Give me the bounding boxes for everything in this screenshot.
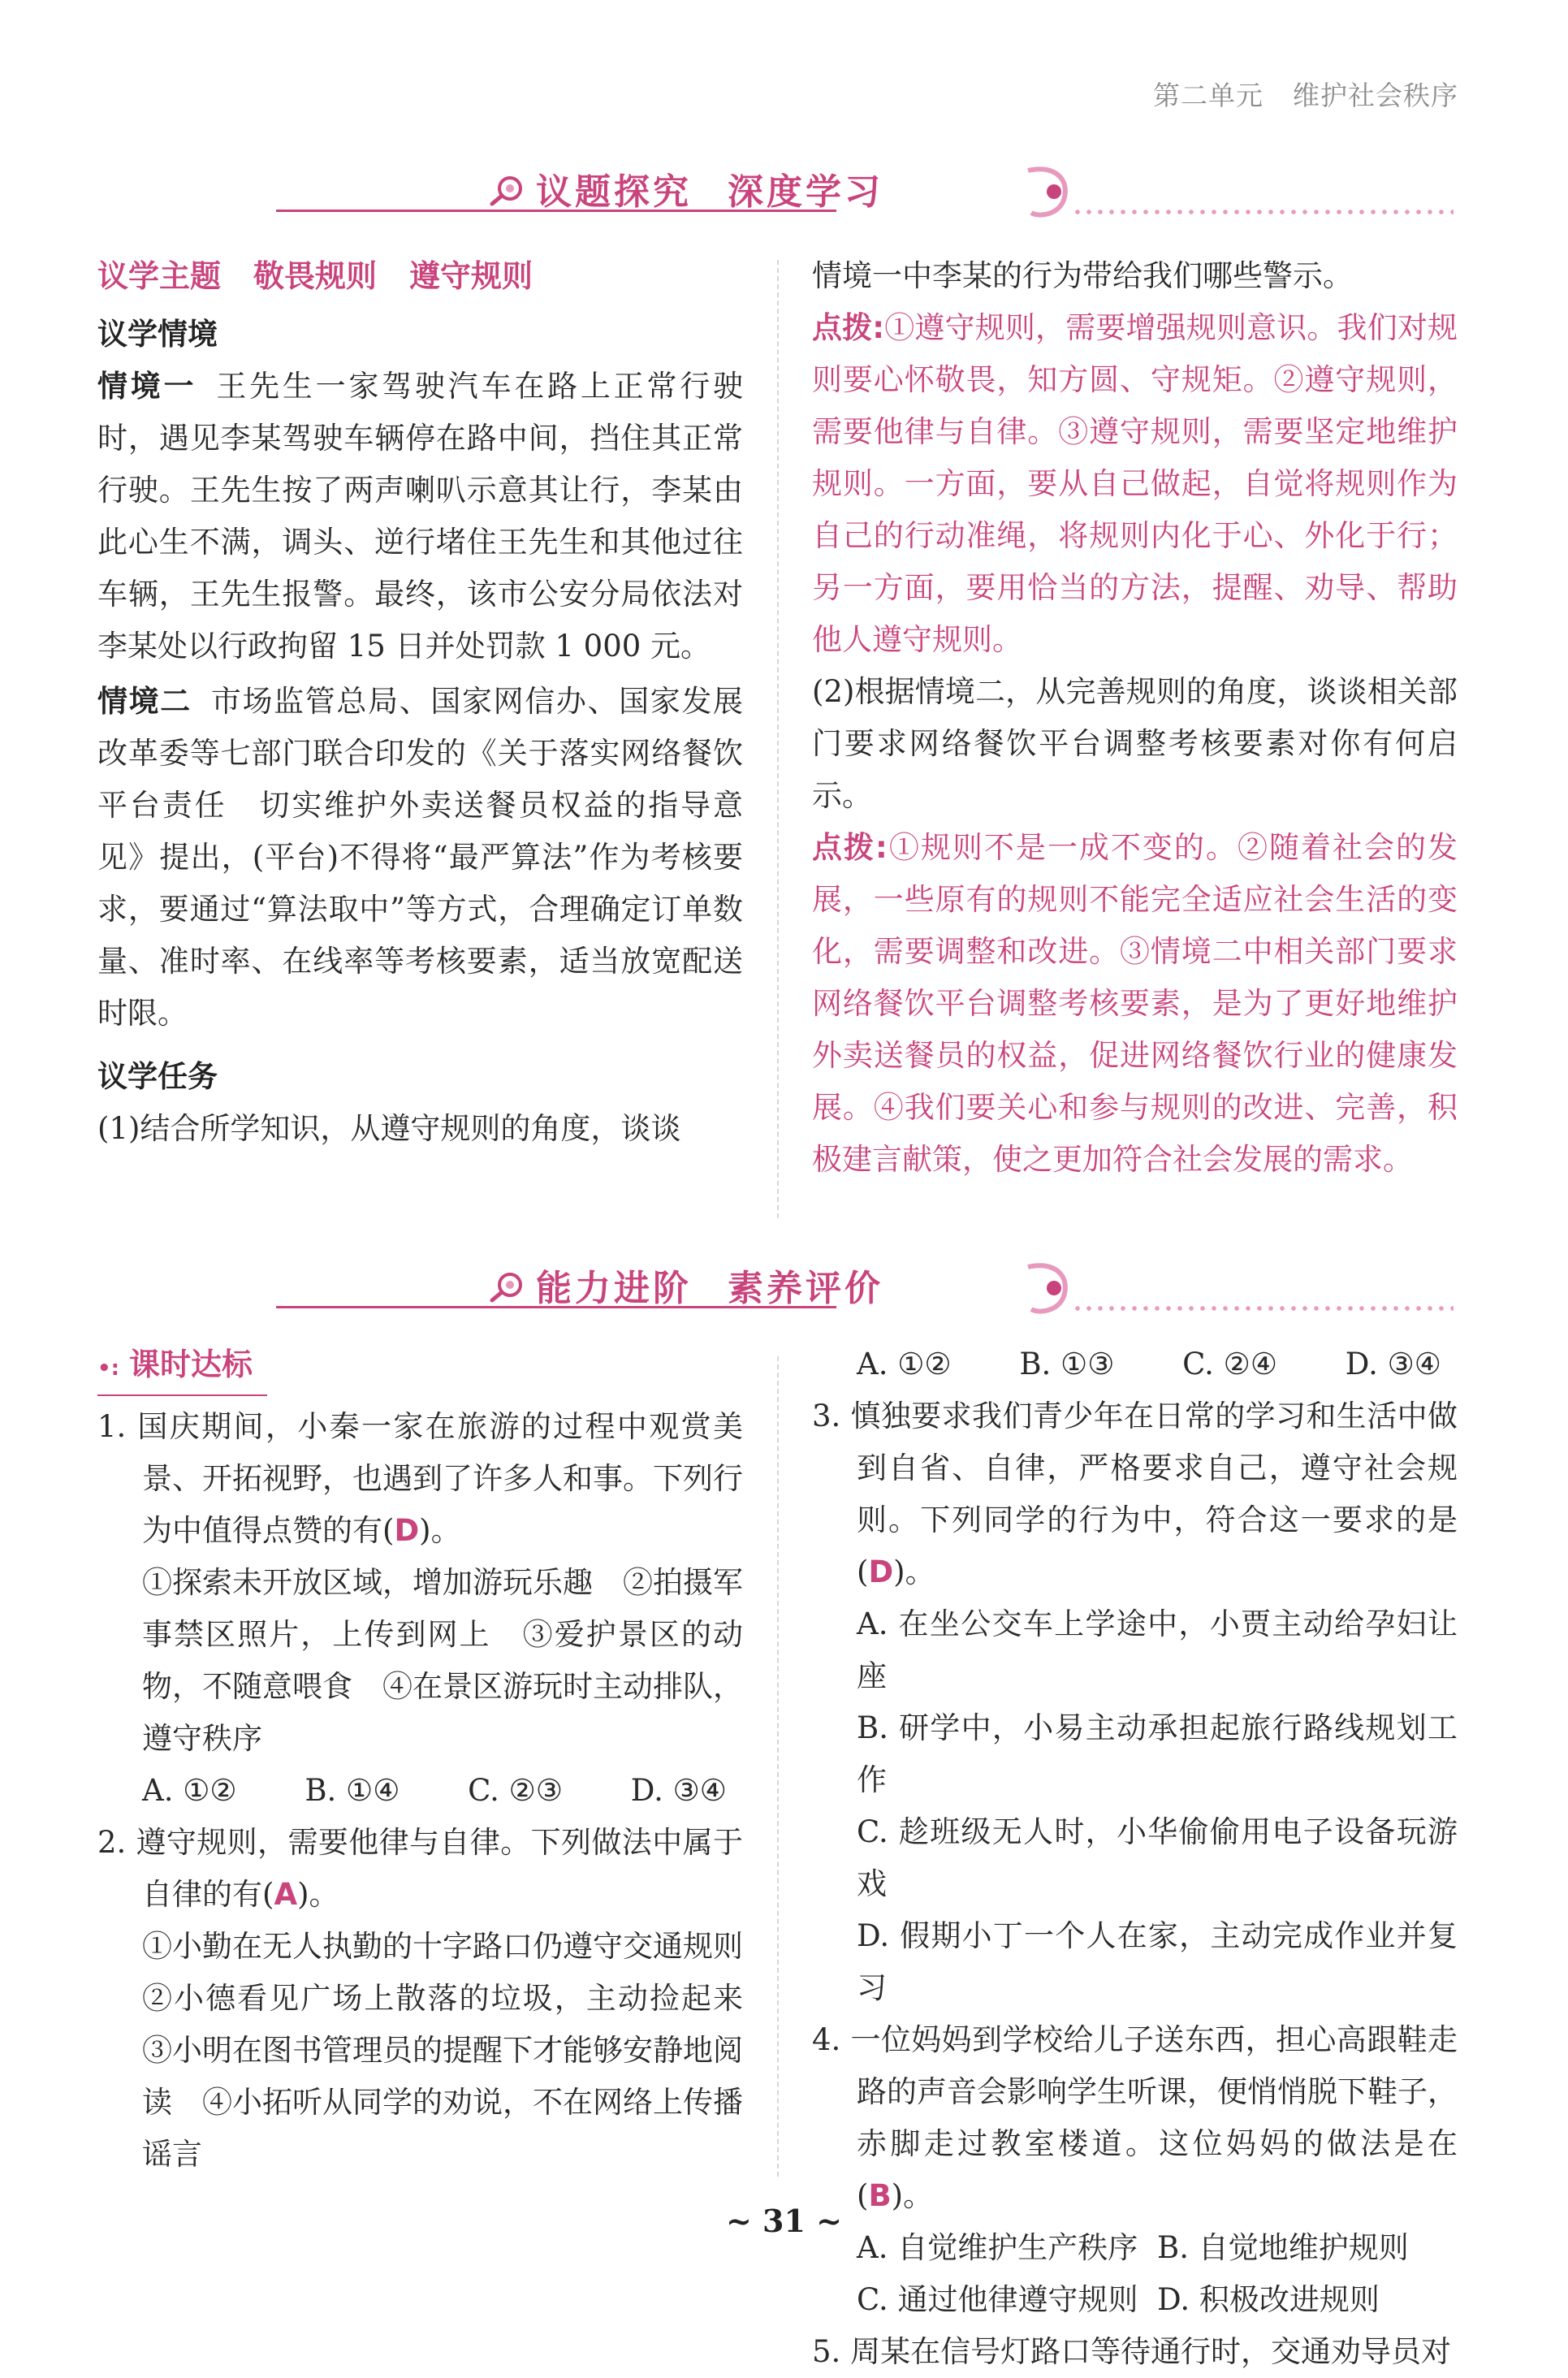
column-divider xyxy=(777,260,779,1218)
situation-heading: 议学情境 xyxy=(97,317,218,352)
question-1: 1. 国庆期间，小秦一家在旅游的过程中观赏美景、开拓视野，也遇到了许多人和事。下列行为中值得点赞的有(D)。 xyxy=(97,1409,743,1548)
question-1-options: A. ①② B. ①④ C. ②③ D. ③④ xyxy=(142,1773,727,1808)
situation-two xyxy=(97,676,743,1040)
column-divider xyxy=(777,1356,779,2177)
magnifier-icon xyxy=(489,174,528,206)
situation-two-label: 情境二 xyxy=(97,684,192,719)
unit-title: 维护社会秩序 xyxy=(1293,80,1458,111)
magnifier-icon xyxy=(489,1270,528,1303)
question-2: 2. 遵守规则，需要他律与自律。下列做法中属于自律的有(A)。 xyxy=(97,1825,743,1912)
question-4: 4. 一位妈妈到学校给儿子送东西，担心高跟鞋走路的声音会影响学生听课，便悄悄脱下鞋子，赤脚走过教室楼道。这位妈妈的做法是在(B)。 xyxy=(812,2022,1458,2213)
question-3: 3. 慎独要求我们青少年在日常的学习和生活中做到自省、自律，严格要求自己，遵守社会规则。下列同学的行为中，符合这一要求的是(D)。 xyxy=(812,1399,1458,1589)
question-2-options: A. ①② B. ①③ C. ②④ D. ③④ xyxy=(857,1347,1441,1381)
question-4-options-row1: A. 自觉维护生产秩序 B. 自觉地维护规则 xyxy=(857,2230,1409,2265)
section2-left-column xyxy=(97,1338,773,2181)
answer-2: A xyxy=(274,1877,298,1912)
banner-dots xyxy=(1072,210,1454,214)
situation-one-label: 情境一 xyxy=(97,369,197,404)
tip-one: 点拨:①遵守规则，需要增强规则意识。我们对规则要心怀敬畏，知方圆、守规矩。②遵守规则，需要他律与自律。③遵守规则，需要坚定地维护规则。一方面，要从自己做起，自觉将规则作为自己的行动准绳，将规则内化于心、外化于行；另一方面，要用恰当的方法，提醒、劝导、帮助他人遵守规则。 xyxy=(812,310,1458,657)
question-3-option-c: C. 趁班级无人时，小华偷偷用电子设备玩游戏 xyxy=(857,1814,1458,1901)
section-banner-ability xyxy=(276,1259,1454,1324)
section-banner-inquiry xyxy=(276,162,1454,227)
task-two: (2)根据情境二，从完善规则的角度，谈谈相关部门要求网络餐饮平台调整考核要素对你有何启示。 xyxy=(812,674,1458,813)
lesson-tag: •: 课时达标 xyxy=(97,1338,267,1396)
unit-label: 第二单元 xyxy=(1153,80,1263,111)
question-1-items: ①探索未开放区域，增加游玩乐趣 ②拍摄军事禁区照片，上传到网上 ③爱护景区的动物，不随意喂食 ④在景区游玩时主动排队，遵守秩序 xyxy=(142,1565,743,1756)
tip-two: 点拨:①规则不是一成不变的。②随着社会的发展，一些原有的规则不能完全适应社会生活的变化，需要调整和改进。③情境二中相关部门要求网络餐饮平台调整考核要素，是为了更好地维护外卖送餐员的权益，促进网络餐饮行业的健康发展。④我们要关心和参与规则的改进、完善，积极建言献策，使之更加符合社会发展的需求。 xyxy=(812,830,1458,1177)
banner-dots xyxy=(1072,1306,1454,1311)
question-4-options-row2: C. 通过他律遵守规则 D. 积极改进规则 xyxy=(857,2282,1380,2317)
tip-one-text: ①遵守规则，需要增强规则意识。我们对规则要心怀敬畏，知方圆、守规矩。②遵守规则，需要他律与自律。③遵守规则，需要坚定地维护规则。一方面，要从自己做起，自觉将规则作为自己的行动准绳，将规则内化于心、外化于行；另一方面，要用恰当的方法，提醒、劝导、帮助他人遵守规则。 xyxy=(812,310,1458,657)
question-3-option-d: D. 假期小丁一个人在家，主动完成作业并复习 xyxy=(857,1918,1458,2005)
page-number: ~ 31 ~ xyxy=(725,2203,843,2239)
situation-one-text: 王先生一家驾驶汽车在路上正常行驶时，遇见李某驾驶车辆停在路中间，挡住其正常行驶。王先生按了两声喇叭示意其让行，李某由此心生不满，调头、逆行堵住王先生和其他过往车辆，王先生报警。最终，该市公安分局依法对李某处以行政拘留 15 日并处罚款 1 000 元。 xyxy=(97,369,744,664)
question-5: 5. 周某在信号灯路口等待通行时，交通劝导员对 xyxy=(812,2334,1452,2369)
situation-two-text: 市场监管总局、国家网信办、国家发展改革委等七部门联合印发的《关于落实网络餐饮平台责任 切实维护外卖送餐员权益的指导意见》提出，(平台)不得将“最严算法”作为考核要求，要通过“算法取中”等方式，合理确定订单数量、准时率、在线率等考核要素，适当放宽配送时限。 xyxy=(97,684,744,1031)
tip-two-text: ①规则不是一成不变的。②随着社会的发展，一些原有的规则不能完全适应社会生活的变化，需要调整和改进。③情境二中相关部门要求网络餐饮平台调整考核要素，是为了更好地维护外卖送餐员的权益，促进网络餐饮行业的健康发展。④我们要关心和参与规则的改进、完善，积极建言献策，使之更加符合社会发展的需求。 xyxy=(812,830,1458,1177)
swirl-ornament-icon xyxy=(1023,164,1072,219)
task-one-part: (1)结合所学知识，从遵守规则的角度，谈谈 xyxy=(97,1111,681,1146)
study-theme: 议学主题 敬畏规则 遵守规则 xyxy=(97,258,533,294)
answer-4: B xyxy=(868,2178,892,2213)
question-3-option-a: A. 在坐公交车上学途中，小贾主动给孕妇让座 xyxy=(857,1606,1458,1693)
question-3-option-b: B. 研学中，小易主动承担起旅行路线规划工作 xyxy=(857,1710,1458,1797)
running-header xyxy=(1153,75,1458,113)
lesson-tag-row xyxy=(97,1338,743,1396)
task-one-cont: 情境一中李某的行为带给我们哪些警示。 xyxy=(812,258,1353,293)
situation-one xyxy=(97,361,743,672)
banner-title: 议题探究 深度学习 xyxy=(536,171,883,213)
answer-1: D xyxy=(394,1513,420,1548)
section1-left-column xyxy=(97,250,743,1155)
banner-title: 能力进阶 素养评价 xyxy=(536,1268,883,1309)
question-2-items: ①小勤在无人执勤的十字路口仍遵守交通规则 ②小德看见广场上散落的垃圾，主动捡起来 ③小明在图书管理员的提醒下才能够安静地阅读 ④小拓听从同学的劝说，不在网络上传播谣言 xyxy=(142,1929,773,2172)
task-heading: 议学任务 xyxy=(97,1059,218,1094)
answer-3: D xyxy=(868,1554,894,1589)
swirl-ornament-icon xyxy=(1023,1260,1072,1316)
section1-right-column xyxy=(812,250,1458,1186)
